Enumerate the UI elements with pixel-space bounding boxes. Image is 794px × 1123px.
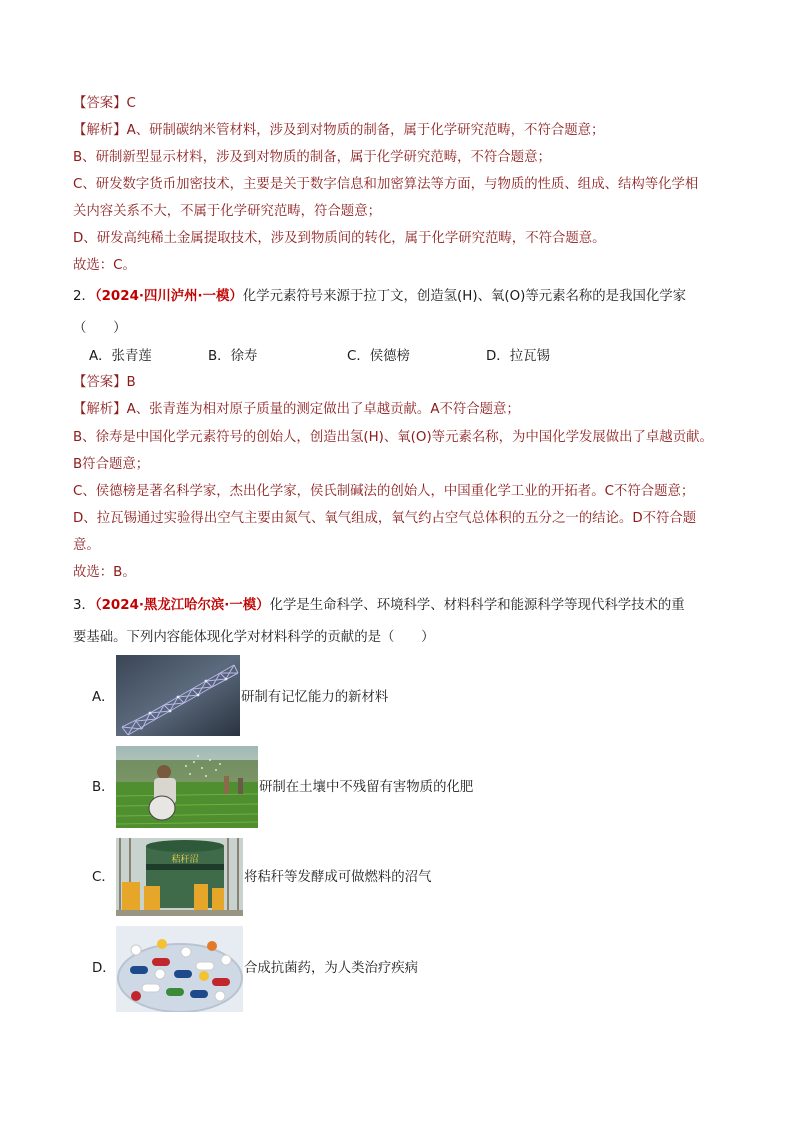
q3-source: （2024·黑龙江哈尔滨·一模） xyxy=(94,598,270,613)
q2-number: 2． xyxy=(73,289,95,304)
q2-analysis-line4: C、侯德榜是著名科学家，杰出化学家，侯氏制碱法的创始人，中国重化学工业的开拓者。C不符合题意； xyxy=(73,484,695,499)
q2-stem-text: 化学元素符号来源于拉丁文，创造氢(H)、氧(O)等元素名称的是我国化学家 xyxy=(242,289,687,304)
q2-choice-d: D．拉瓦锡 xyxy=(486,349,550,364)
q3-option-c-text: 将秸秆等发酵成可做燃料的沼气 xyxy=(244,870,432,885)
q3-option-a-text: 研制有记忆能力的新材料 xyxy=(241,690,389,705)
antibiotic-pills-image xyxy=(116,926,243,1012)
q3-option-c-letter: C． xyxy=(92,870,115,885)
analysis-text: A、研制碳纳米管材料，涉及到对物质的制备，属于化学研究范畴，不符合题意； xyxy=(126,123,605,138)
biogas-tank-sign: 秸秆沼 xyxy=(171,855,199,865)
q3-number: 3． xyxy=(73,598,95,613)
analysis-text: A、张青莲为相对原子质量的测定做出了卓越贡献。A不符合题意； xyxy=(126,402,520,417)
q2-analysis-line3: B符合题意； xyxy=(73,457,150,472)
q1-analysis-line3: C、研发数字货币加密技术，主要是关于数字信息和加密算法等方面，与物质的性质、组成、结构等化学相 xyxy=(73,177,699,192)
q2-answer: 【答案】B xyxy=(73,375,136,390)
q1-analysis-line4: 关内容关系不大，不属于化学研究范畴，符合题意； xyxy=(73,204,381,219)
q3-option-a-letter: A． xyxy=(92,690,115,705)
q3-option-d-text: 合成抗菌药，为人类治疗疾病 xyxy=(244,961,419,976)
analysis-label: 【解析】 xyxy=(73,402,127,417)
q3-option-b-text: 研制在土壤中不残留有害物质的化肥 xyxy=(259,780,474,795)
q2-source: （2024·四川泸州·一模） xyxy=(94,289,243,304)
q2-choice-a: A．张青莲 xyxy=(89,349,152,364)
q2-conclusion: 故选：B。 xyxy=(73,565,136,580)
q2-choice-c: C．侯德榜 xyxy=(347,349,410,364)
q3-stem-line1 xyxy=(73,596,685,616)
q2-blank: （ ） xyxy=(73,321,127,336)
biogas-tank-image xyxy=(116,838,243,916)
q3-option-d-letter: D． xyxy=(92,961,116,976)
q2-choice-b: B．徐寿 xyxy=(208,349,258,364)
q1-answer: 【答案】C xyxy=(73,96,136,111)
q1-analysis-line5: D、研发高纯稀土金属提取技术，涉及到物质间的转化，属于化学研究范畴，不符合题意。 xyxy=(73,231,606,246)
analysis-label: 【解析】 xyxy=(73,123,127,138)
q2-analysis-line6: 意。 xyxy=(73,538,100,553)
q1-conclusion: 故选：C。 xyxy=(73,258,136,273)
q1-analysis-line2: B、研制新型显示材料，涉及到对物质的制备，属于化学研究范畴，不符合题意； xyxy=(73,150,551,165)
q1-analysis-line1 xyxy=(73,121,604,141)
fertilizer-field-image xyxy=(116,746,258,828)
q2-stem xyxy=(73,287,686,307)
q3-stem-line2: 要基础。下列内容能体现化学对材料科学的贡献的是（ ） xyxy=(73,630,435,645)
nanotube-stent-image xyxy=(116,655,240,736)
q3-stem-text: 化学是生命科学、环境科学、材料科学和能源科学等现代科学技术的重 xyxy=(269,598,685,613)
q2-analysis-line2: B、徐寿是中国化学元素符号的创始人，创造出氢(H)、氧(O)等元素名称，为中国化学发展做出了卓越贡献。 xyxy=(73,430,713,445)
q2-analysis-line1 xyxy=(73,400,520,420)
q2-analysis-line5: D、拉瓦锡通过实验得出空气主要由氮气、氧气组成，氧气约占空气总体积的五分之一的结论。D不符合题 xyxy=(73,511,697,526)
q3-option-b-letter: B． xyxy=(92,780,115,795)
